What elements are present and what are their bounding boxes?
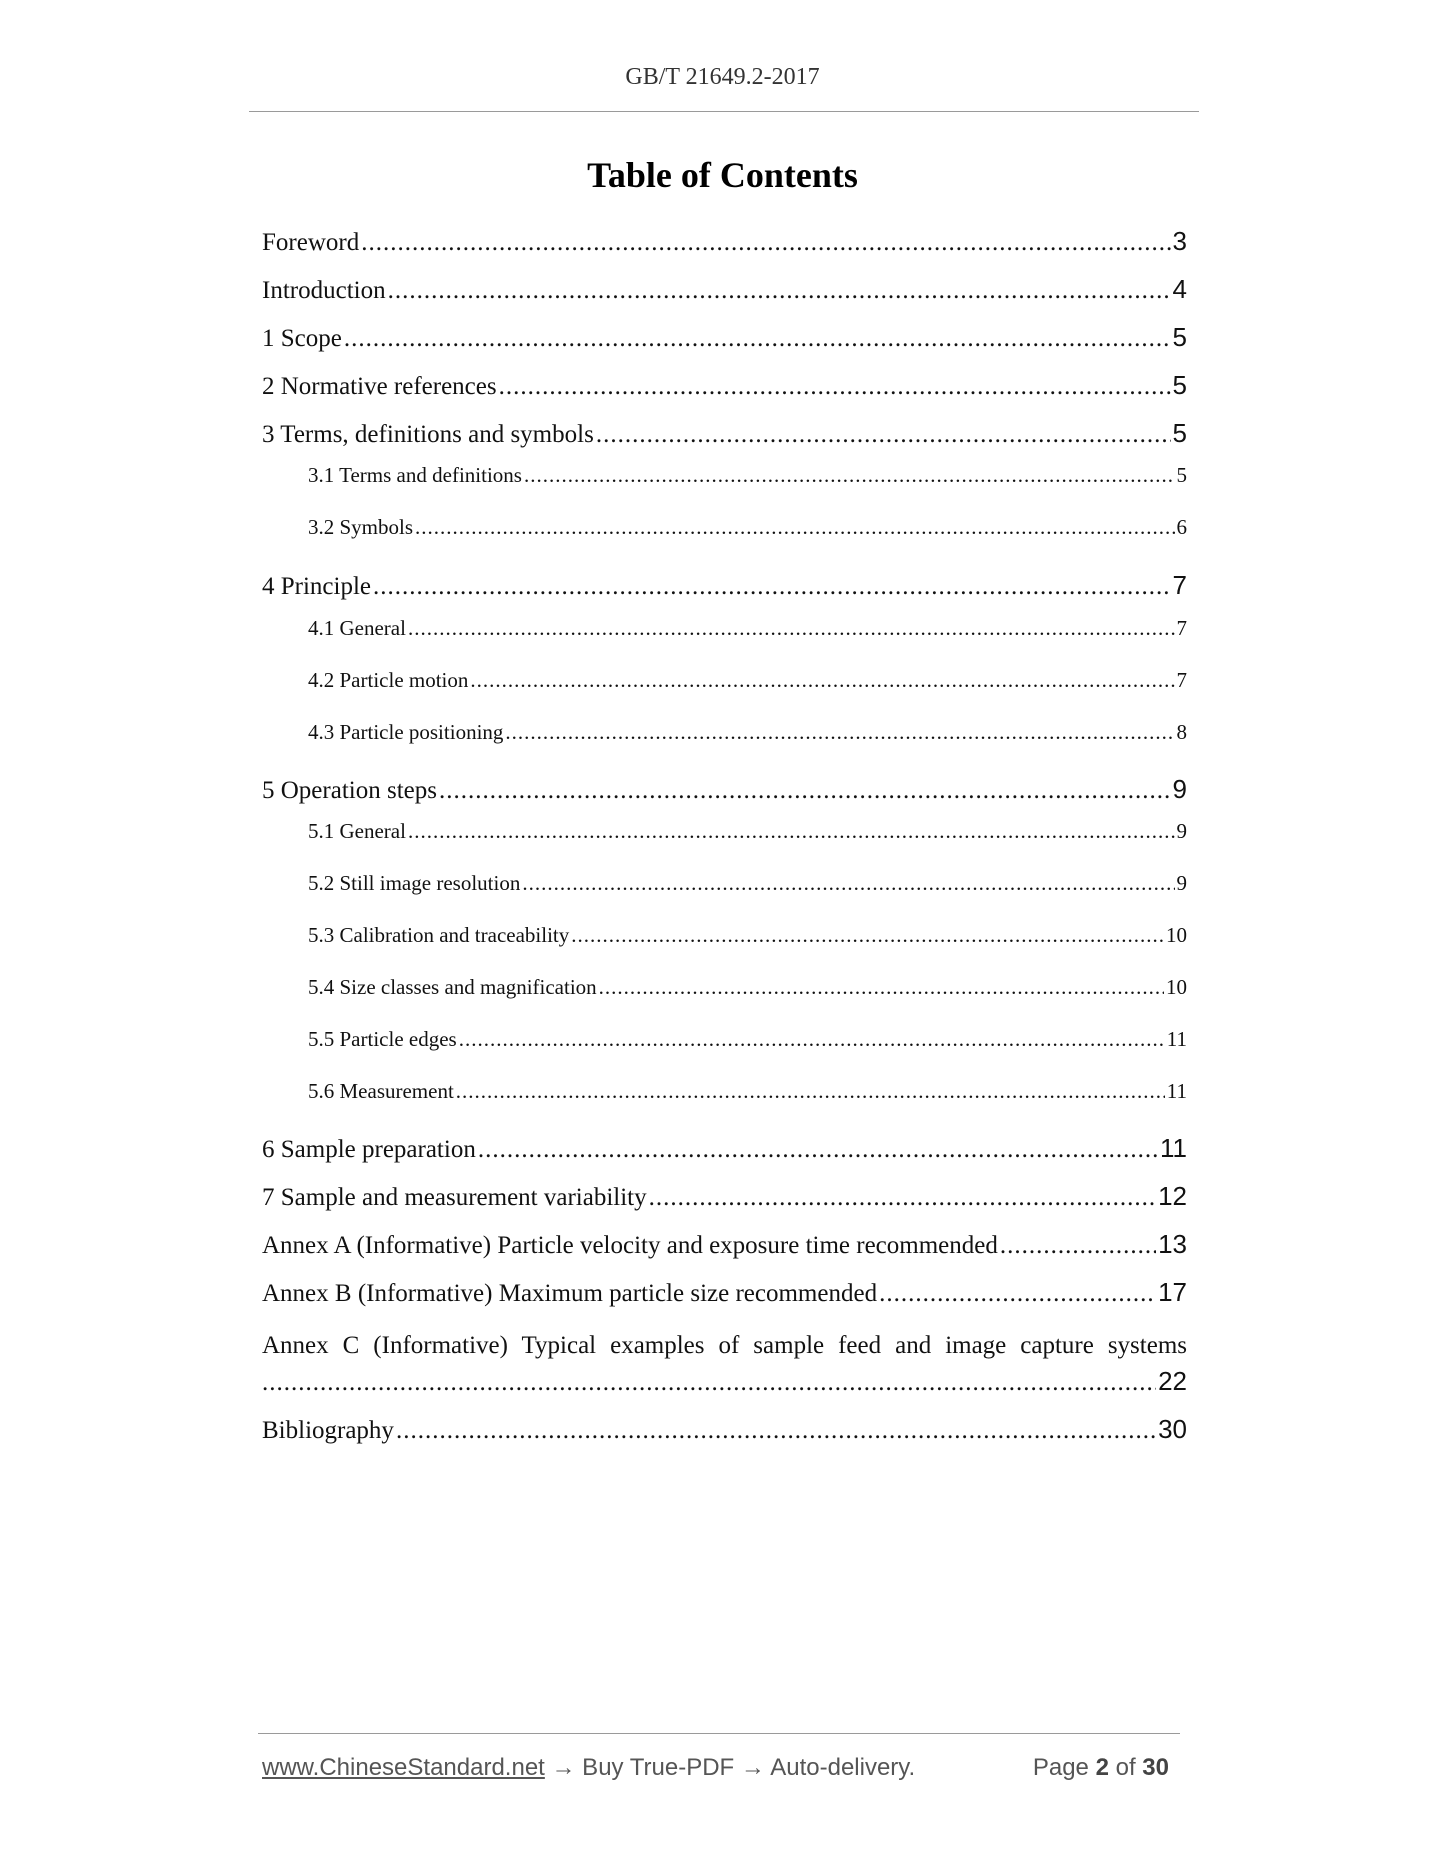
toc-entry-page: 7	[1172, 570, 1187, 600]
toc-entry-label: 5 Operation steps	[262, 777, 437, 804]
footer-promo-text: → Buy True-PDF → Auto-delivery.	[544, 1754, 916, 1781]
toc-entry-page: 22	[1158, 1366, 1187, 1396]
toc-entry-annex-c[interactable]	[262, 1366, 1187, 1400]
toc-entry-particle-motion[interactable]	[308, 668, 1187, 696]
toc-entry-page: 6	[1176, 515, 1187, 539]
dot-leader	[470, 668, 1174, 693]
toc-entry-label: 5.5 Particle edges	[308, 1027, 457, 1051]
toc-entry-label: Annex B (Informative) Maximum particle size recommended	[262, 1280, 878, 1307]
toc-entry-principle-general[interactable]	[308, 616, 1187, 644]
toc-entry-sample-preparation[interactable]	[262, 1133, 1187, 1167]
dot-leader	[649, 1184, 1156, 1212]
dot-leader	[388, 277, 1171, 305]
toc-entry-label: 5.2 Still image resolution	[308, 871, 521, 895]
dot-leader	[879, 1280, 1156, 1308]
dot-leader	[439, 777, 1171, 805]
toc-entry-annex-b[interactable]	[262, 1277, 1187, 1311]
toc-entry-label: 4.3 Particle positioning	[308, 720, 504, 744]
toc-entry-label: 7 Sample and measurement variability	[262, 1184, 647, 1211]
dot-leader	[599, 975, 1164, 1000]
toc-entry-measurement[interactable]	[308, 1079, 1187, 1107]
toc-entry-page: 12	[1158, 1181, 1187, 1211]
toc-entry-label: 5.1 General	[308, 819, 406, 843]
toc-entry-label: 2 Normative references	[262, 373, 497, 400]
toc-entry-label: 3.2 Symbols	[308, 515, 414, 539]
toc-entry-page: 9	[1176, 819, 1187, 843]
toc-entry-page: 10	[1166, 923, 1187, 947]
toc-entry-page: 9	[1172, 774, 1187, 804]
toc-entry-label: Introduction	[262, 277, 386, 304]
dot-leader	[596, 421, 1171, 449]
toc-entry-page: 11	[1166, 1027, 1187, 1051]
toc-entry-bibliography[interactable]	[262, 1414, 1187, 1448]
toc-entry-page: 11	[1160, 1133, 1187, 1163]
toc-entry-annex-a[interactable]	[262, 1229, 1187, 1263]
toc-entry-still-image-resolution[interactable]	[308, 871, 1187, 899]
toc-entry-label: 4.1 General	[308, 616, 406, 640]
footer-promo	[262, 1754, 915, 1782]
dot-leader	[1000, 1232, 1156, 1260]
toc-entry-particle-positioning[interactable]	[308, 720, 1187, 748]
page-footer	[262, 1754, 1177, 1782]
dot-leader	[361, 229, 1170, 257]
toc-entry-particle-edges[interactable]	[308, 1027, 1187, 1055]
toc-entry-label: 6 Sample preparation	[262, 1136, 476, 1163]
current-page-number: 2	[1095, 1754, 1109, 1781]
toc-entry-label: 5.3 Calibration and traceability	[308, 923, 570, 947]
toc-entry-label: 3 Terms, definitions and symbols	[262, 421, 594, 448]
toc-entry-label: 1 Scope	[262, 325, 342, 352]
dot-leader	[373, 573, 1171, 601]
dot-leader	[459, 1027, 1165, 1052]
toc-entry-terms-definitions[interactable]	[308, 463, 1187, 491]
toc-entry-label: 3.1 Terms and definitions	[308, 463, 522, 487]
toc-entry-page: 13	[1158, 1229, 1187, 1259]
toc-entry-page: 10	[1166, 975, 1187, 999]
page-word: Page	[1032, 1754, 1089, 1781]
toc-entry-page: 5	[1172, 418, 1187, 448]
toc-entry-calibration[interactable]	[308, 923, 1187, 951]
dot-leader	[262, 1369, 1156, 1397]
page-title: Table of Contents	[587, 155, 858, 195]
toc-entry-page: 7	[1176, 668, 1187, 692]
dot-leader	[522, 871, 1174, 896]
dot-leader	[456, 1079, 1165, 1104]
toc-entry-scope[interactable]	[262, 322, 1187, 356]
toc-entry-page: 3	[1172, 226, 1187, 256]
toc-entry-page: 7	[1176, 616, 1187, 640]
dot-leader	[396, 1417, 1156, 1445]
toc-entry-label: Annex A (Informative) Particle velocity and exposure time recommended	[262, 1232, 998, 1259]
toc-entry-variability[interactable]	[262, 1181, 1187, 1215]
document-code: GB/T 21649.2-2017	[625, 64, 820, 90]
toc-entry-annex-c-label[interactable]: Annex C (Informative) Typical examples of sample feed and image capture systems	[262, 1332, 1187, 1359]
toc-entry-page: 30	[1158, 1414, 1187, 1444]
footer-link[interactable]: www.ChineseStandard.net	[262, 1754, 545, 1781]
toc-entry-label: 5.6 Measurement	[308, 1079, 454, 1103]
toc-entry-page: 5	[1172, 322, 1187, 352]
toc-entry-principle[interactable]	[262, 570, 1187, 604]
toc-entry-label: Bibliography	[262, 1417, 394, 1444]
toc-entry-label: 4.2 Particle motion	[308, 668, 469, 692]
toc-entry-label: 4 Principle	[262, 573, 372, 600]
toc-entry-operation-general[interactable]	[308, 819, 1187, 847]
toc-entry-foreword[interactable]	[262, 226, 1187, 260]
dot-leader	[524, 463, 1175, 488]
dot-leader	[499, 373, 1171, 401]
toc-entry-page: 5	[1172, 370, 1187, 400]
dot-leader	[415, 515, 1174, 540]
dot-leader	[478, 1136, 1158, 1164]
toc-entry-page: 11	[1166, 1079, 1187, 1103]
dot-leader	[344, 325, 1171, 353]
footer-divider	[258, 1733, 1180, 1734]
dot-leader	[571, 923, 1164, 948]
toc-entry-size-classes[interactable]	[308, 975, 1187, 1003]
toc-entry-label: Foreword	[262, 229, 360, 256]
toc-entry-page: 8	[1176, 720, 1187, 744]
toc-entry-symbols[interactable]	[308, 515, 1187, 543]
toc-entry-terms[interactable]	[262, 418, 1187, 452]
of-word: of	[1115, 1754, 1136, 1781]
toc-entry-operation-steps[interactable]	[262, 774, 1187, 808]
toc-entry-page: 4	[1172, 274, 1187, 304]
toc-entry-page: 5	[1176, 463, 1187, 487]
toc-entry-normative-references[interactable]	[262, 370, 1187, 404]
dot-leader	[505, 720, 1174, 745]
dot-leader	[408, 819, 1175, 844]
toc-entry-page: 9	[1176, 871, 1187, 895]
page-indicator	[1033, 1754, 1169, 1782]
toc-entry-introduction[interactable]	[262, 274, 1187, 308]
total-pages-number: 30	[1142, 1754, 1169, 1781]
toc-entry-page: 17	[1158, 1277, 1187, 1307]
toc-entry-label: 5.4 Size classes and magnification	[308, 975, 597, 999]
dot-leader	[408, 616, 1175, 641]
